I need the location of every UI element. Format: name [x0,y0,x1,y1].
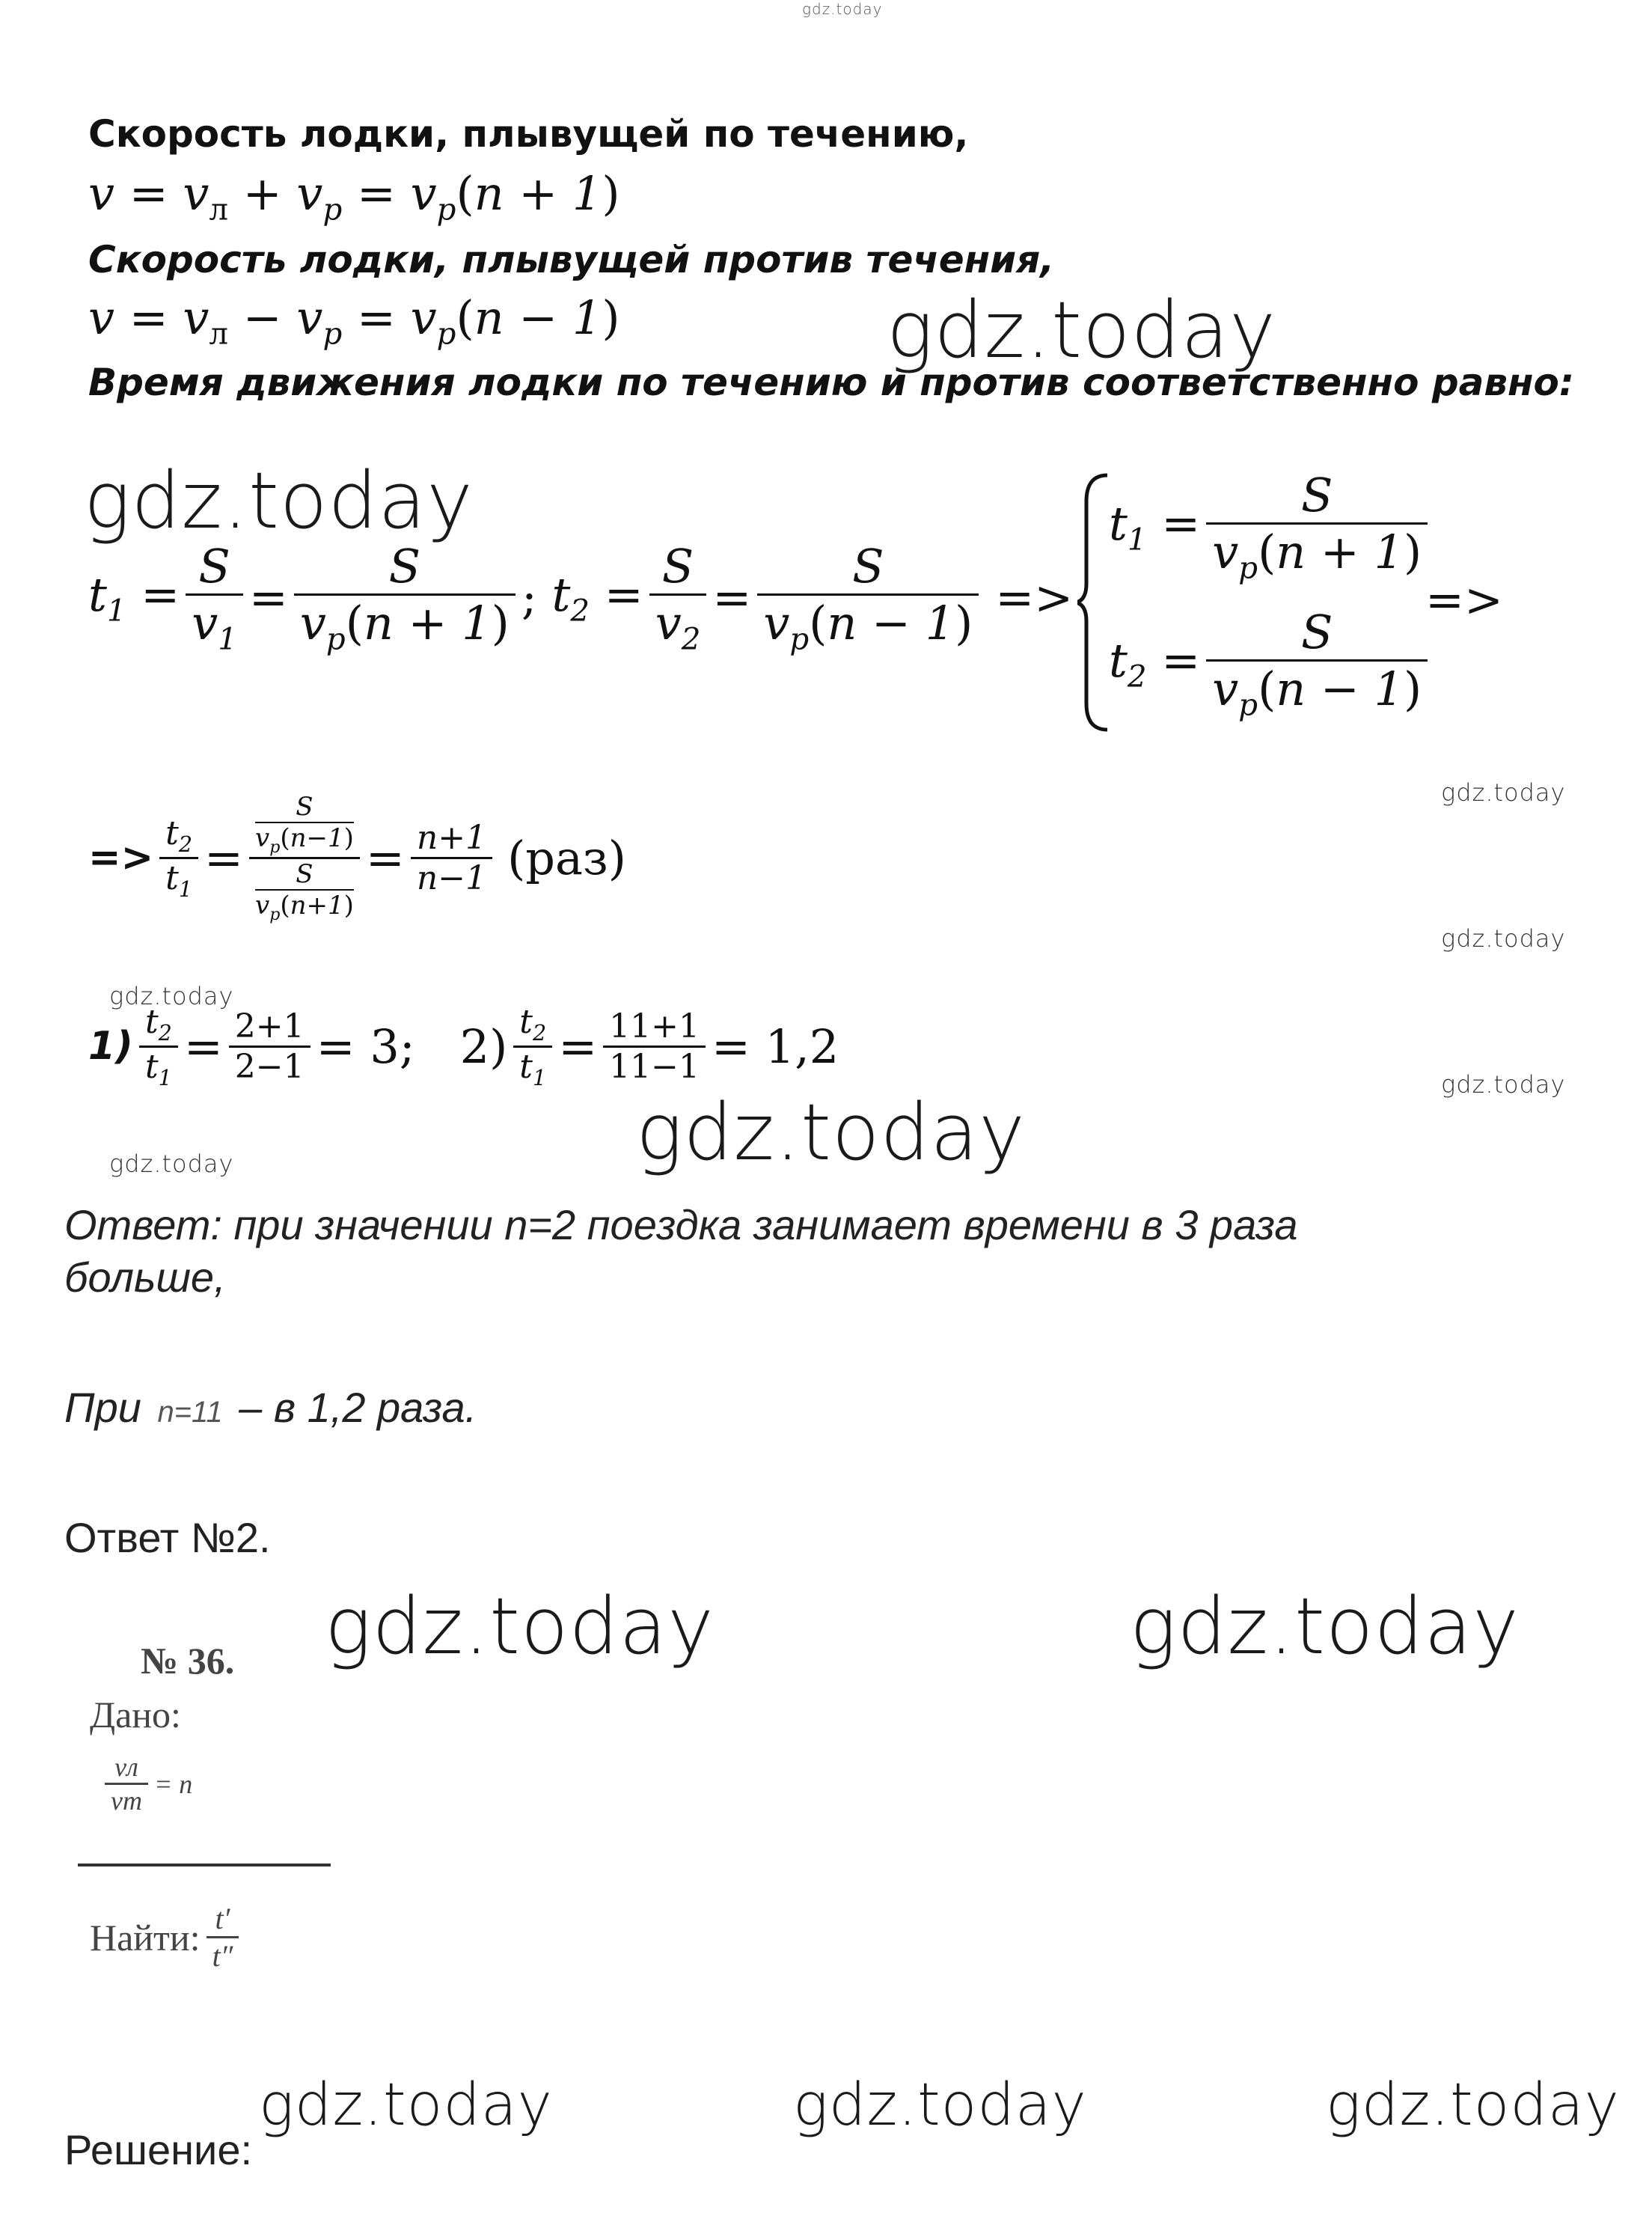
answer-line-1: Ответ: при значении n=2 поездка занимает времени в 3 раза [64,1201,1298,1248]
watermark-3: gdz.today [1441,778,1566,807]
watermark-8: gdz.today [109,1150,234,1178]
find-row: Найти: $\frac{t'}{t''}$ [90,1901,245,1974]
given-ratio: $\frac{vл}{vт}$ = n [99,1751,192,1816]
time-formulas: $t_1$ = $\frac{S}{v_1}$ = $\frac{S}{v_p(n + 1)}$ ; $t_2$ = $\frac{S}{v_2}$ = $\frac{S}{v_p(n - 1)}$ => [88,539,1074,657]
given-label: Дано: [90,1694,181,1736]
watermark-2: gdz.today [84,455,474,546]
equation-upstream: $v = v_л - v_p = v_p(n - 1)$ [88,290,620,352]
implies-arrow: => [1425,573,1503,627]
watermark-9: gdz.today [325,1581,715,1672]
watermark-13: gdz.today [1326,2072,1620,2139]
solution-heading: Решение: [64,2126,253,2173]
watermark-7: gdz.today [636,1087,1026,1178]
watermark-10: gdz.today [1130,1581,1520,1672]
system-t1: $t_1$ = $\frac{S}{v_p(n + 1)}$ [1109,468,1434,585]
text-line-time: Время движения лодки по течению и против соответственно равно: [88,361,1574,404]
numeric-cases: 1) $\frac{t_2}{t_1}$ = $\frac{2+1}{2-1}$ = 3; 2) $\frac{t_2}{t_1}$ = $\frac{11+1}{11-1}$ = 1,2 [88,1003,839,1090]
text-line-upstream: Скорость лодки, плывущей против течения, [88,238,1055,281]
answer-2-heading: Ответ №2. [64,1514,271,1561]
equation-downstream: $v = v_л + v_p = v_p(n + 1)$ [88,166,620,228]
answer-line-3: При n=11 – в 1,2 раза. [64,1384,477,1431]
watermark-11: gdz.today [259,2072,553,2139]
watermark-4: gdz.today [1441,924,1566,953]
text-line-downstream: Скорость лодки, плывущей по течению, [88,112,969,156]
watermark-1: gdz.today [887,284,1276,376]
given-divider [78,1864,331,1866]
system-t2: $t_2$ = $\frac{S}{v_p(n - 1)}$ [1109,605,1434,722]
watermark-5: gdz.today [109,982,234,1010]
watermark-top: gdz.today [802,0,883,18]
answer-line-2: больше, [64,1254,226,1301]
ratio-formula: => $\frac{t_2}{t_1}$ = S $v_p(n-1)$ S $v_p(n+1)$ = $\frac{n+1}{n-1}$ (раз) [88,792,626,924]
watermark-6: gdz.today [1441,1070,1566,1099]
watermark-12: gdz.today [793,2072,1087,2139]
problem-number: № 36. [141,1640,235,1682]
